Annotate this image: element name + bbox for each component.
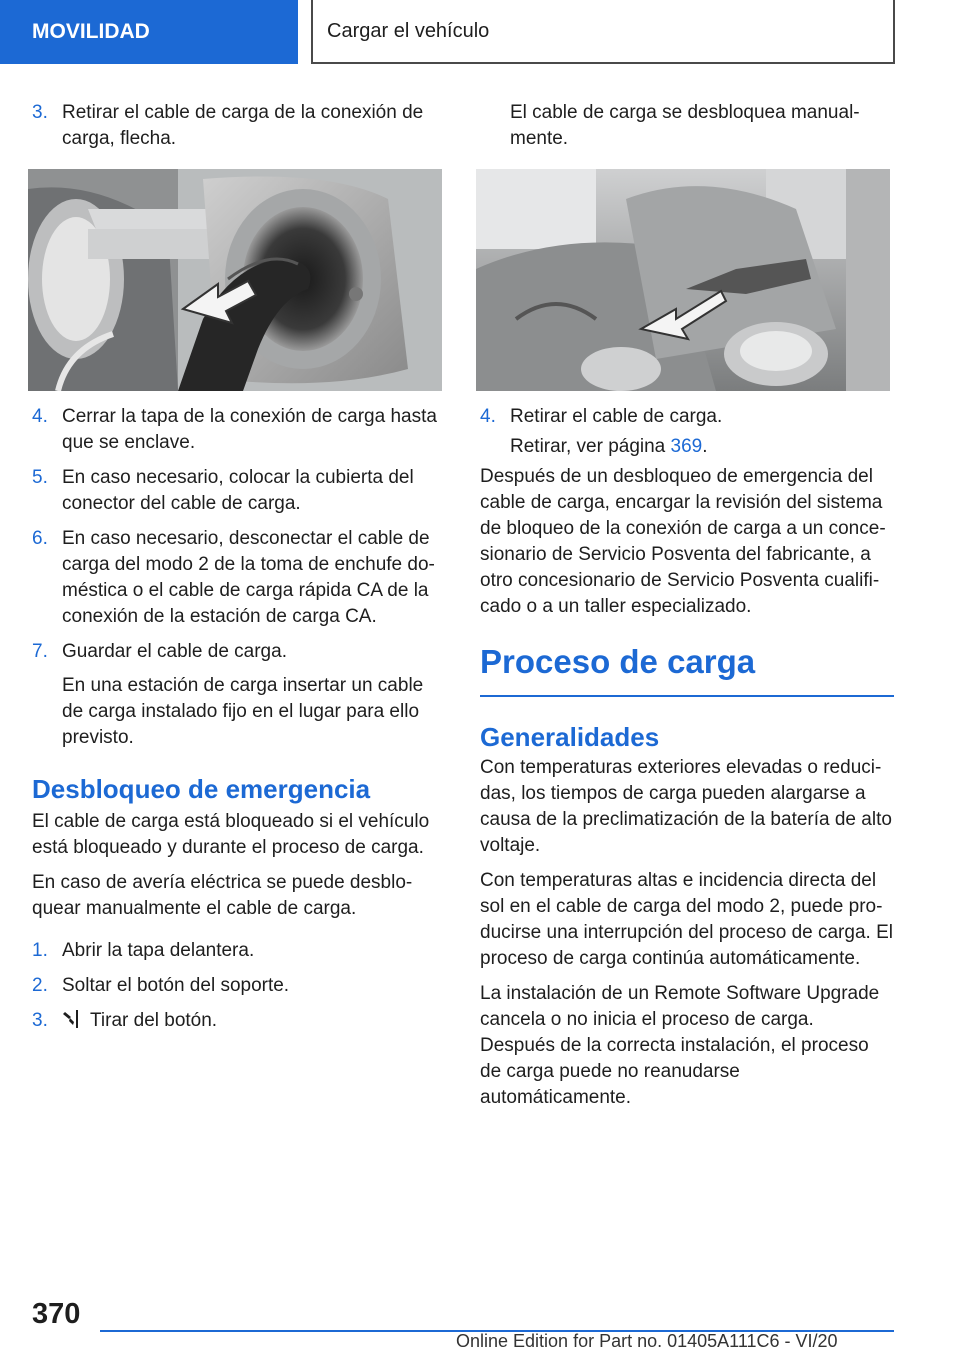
emergency-paragraph-1: El cable de carga está bloqueado si el vehículo está bloqueado y durante el proceso de carga. <box>32 811 430 858</box>
step-number: 5. <box>32 467 48 488</box>
heading-divider <box>480 695 894 697</box>
step-text: Tirar del botón. <box>90 1010 218 1031</box>
page-link[interactable]: 369 <box>670 436 703 457</box>
section-tab[interactable] <box>0 0 298 64</box>
emergency-paragraph-2: En caso de avería eléctrica se puede desbloquear manualmente el cable de carga. <box>32 872 413 919</box>
step-number: 1. <box>32 940 48 961</box>
general-heading: Generalidades <box>480 722 660 752</box>
general-paragraph-1: Con temperaturas exteriores elevadas o reducidas, los tiempos de carga pueden alargarse a causa de la preclimatización de la batería de alto voltaje. <box>480 757 892 856</box>
step-5 <box>32 465 442 517</box>
step-6 <box>32 526 442 630</box>
emergency-step-2 <box>32 973 442 999</box>
step-number: 7. <box>32 641 48 662</box>
section-title: MOVILIDAD <box>32 20 150 43</box>
step-3 <box>32 100 442 152</box>
emergency-step-3 <box>32 1008 442 1034</box>
step-text: En caso necesario, desconectar el cable de carga del modo 2 de la toma de enchufe doméstica o el cable de carga rápida CA de la conexión de la estación de carga CA. <box>62 528 435 627</box>
general-paragraph-2: Con temperaturas altas e incidencia directa del sol en el cable de carga del modo 2, puede producirse una interrupción del proceso de carga. El proceso de carga continúa automáticamente. <box>480 870 893 969</box>
step-text: Retirar el cable de carga. <box>510 406 723 427</box>
emergency-release-heading: Desbloqueo de emergencia <box>32 774 371 804</box>
chapter-tab[interactable] <box>311 0 895 64</box>
step-text: Soltar el botón del soporte. <box>62 975 290 996</box>
step-number: 2. <box>32 975 48 996</box>
step-number: 4. <box>480 406 496 427</box>
reference-suffix: . <box>702 436 708 457</box>
engine-compartment-figure <box>476 169 890 391</box>
general-paragraph-3: La instalación de un Remote Software Upgrade cancela o no inicia el proceso de carga. Después de la correcta instalación, el proceso de carga puede no reanudarse automáticamente. <box>480 983 880 1108</box>
step-text: Abrir la tapa delantera. <box>62 940 255 961</box>
right-step-4 <box>480 404 894 430</box>
step-text: Guardar el cable de carga. <box>62 641 287 662</box>
charging-process-heading: Proceso de carga <box>480 643 756 680</box>
emergency-step-1 <box>32 938 442 964</box>
charging-port-figure <box>28 169 442 391</box>
step-number: 3. <box>32 102 48 123</box>
step-4 <box>32 404 442 456</box>
continued-text: El cable de carga se desbloquea manualmente. <box>510 102 860 149</box>
step-7-detail: En una estación de carga insertar un cable de carga instalado fijo en el lugar para ello previsto. <box>62 675 424 748</box>
chapter-title: Cargar el vehículo <box>327 19 490 42</box>
reference-prefix: Retirar, ver página <box>510 436 671 457</box>
step-text: En caso necesario, colocar la cubierta del conector del cable de carga. <box>62 467 414 514</box>
edition-note: Online Edition for Part no. 01405A111C6 - VI/20 <box>456 1331 838 1351</box>
step-number: 6. <box>32 528 48 549</box>
after-release-paragraph: Después de un desbloqueo de emergencia del cable de carga, encargar la revisión del sistema de bloqueo de la conexión de carga a un concesionario de Servicio Posventa del fabricante, a otro concesionario de Servicio Posventa cualificado o a un taller especializado. <box>480 466 886 617</box>
step-4-reference <box>480 434 894 460</box>
step-7 <box>32 639 442 665</box>
right-column <box>480 100 894 1111</box>
left-column <box>32 100 442 1034</box>
step-number: 4. <box>32 406 48 427</box>
page-number: 370 <box>32 1298 81 1330</box>
hand-pull-icon <box>62 1008 82 1030</box>
step-number: 3. <box>32 1010 48 1031</box>
step-text: Cerrar la tapa de la conexión de carga hasta que se enclave. <box>62 406 437 453</box>
step-text: Retirar el cable de carga de la conexión de carga, flecha. <box>62 102 424 149</box>
